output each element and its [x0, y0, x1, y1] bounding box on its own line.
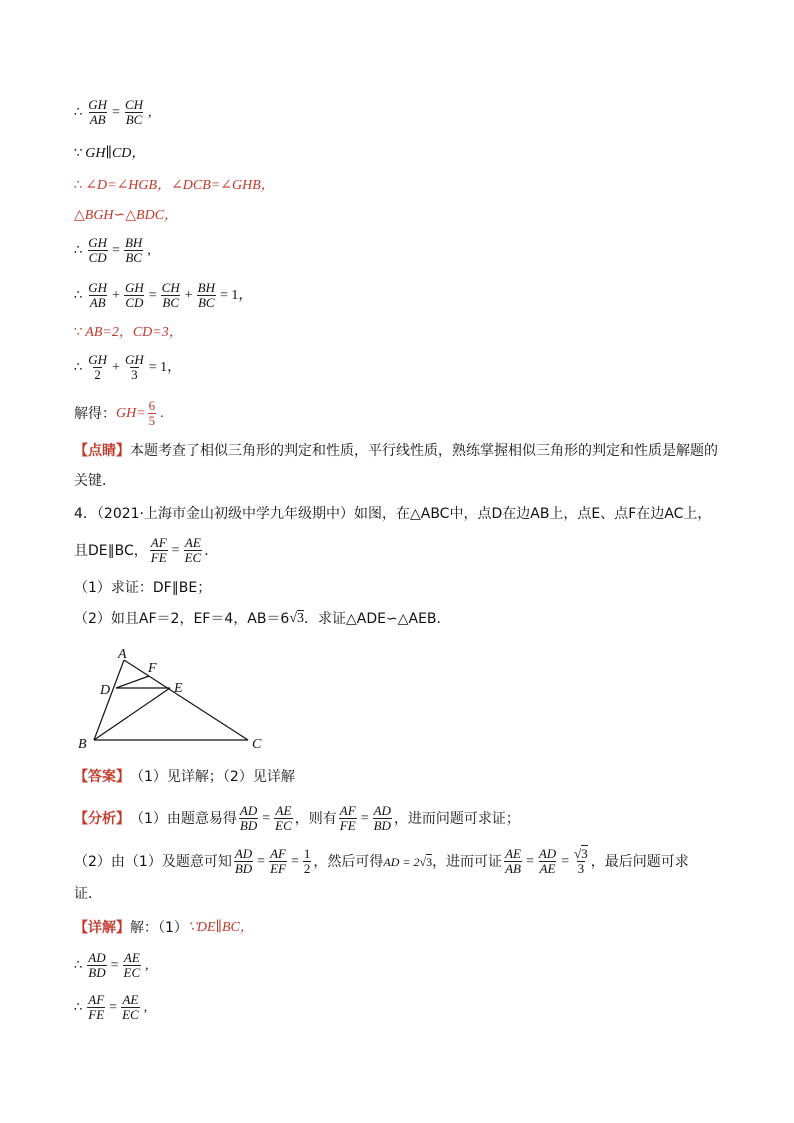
solution-line-1: ∴ $\frac{GH}{AB}$ = $\frac{CH}{BC}$ ,: [74, 97, 152, 127]
fraction: $\frac{GH}{CD}$: [88, 235, 108, 265]
analysis-tag: 【分析】: [74, 810, 130, 827]
detail-line-1: 【详解】 解：（1） ∵DE∥BC，: [74, 920, 254, 936]
segment-AC: [124, 660, 248, 740]
answer-tag: 【答案】: [74, 769, 130, 785]
label-B: B: [78, 737, 87, 752]
fraction: $\frac{AF}{FE}$: [339, 803, 356, 833]
label-E: E: [174, 681, 183, 696]
problem-question-1: （1）求证：DF∥BE；: [74, 580, 212, 596]
fraction: $\frac{AF}{EF}$: [270, 846, 286, 876]
segment-AB: [94, 660, 124, 740]
fraction: $\frac{AE}{AB}$: [505, 846, 521, 876]
sqrt-expression: √3: [419, 854, 433, 869]
fraction: $\frac{AE}{EC}$: [275, 803, 292, 833]
fraction: $\frac{AD}{BD}$: [88, 950, 106, 980]
fraction: $\frac{AD}{AE}$: [538, 846, 557, 876]
fraction: $\frac{√3}{3}$: [574, 846, 588, 876]
fraction: $\frac{CH}{BC}$: [161, 280, 180, 310]
detail-line-3: ∴ $\frac{AF}{FE}$ = $\frac{AE}{EC}$ ,: [74, 992, 148, 1022]
fraction: $\frac{AE}{EC}$: [122, 992, 139, 1022]
solution-line-3: ∴ ∠D=∠HGB，∠DCB=∠GHB，: [74, 178, 275, 193]
problem-intro: 4．（2021·上海市金山初级中学九年级期中）如图，在△ABC中，点D在边AB上，点E、点F在边AC上，: [74, 506, 712, 522]
detail-line-2: ∴ $\frac{AD}{BD}$ = $\frac{AE}{EC}$ ,: [74, 950, 149, 980]
fraction: $\frac{GH}{2}$: [88, 352, 108, 382]
solution-line-5: ∴ $\frac{GH}{CD}$ = $\frac{BH}{BC}$ ,: [74, 235, 151, 265]
because-symbol: ∵: [74, 146, 83, 161]
fraction: $\frac{BH}{BC}$: [197, 280, 215, 310]
fraction: $\frac{GH}{3}$: [124, 352, 144, 382]
solution-line-6: ∴ $\frac{GH}{AB}$ + $\frac{GH}{CD}$ = $\frac{CH}{BC}$ + $\frac{BH}{BC}$ = 1，: [74, 280, 253, 310]
therefore-symbol: ∴: [74, 104, 83, 120]
comment-tag: 【点睛】: [74, 443, 130, 459]
fraction: $\frac{AF}{FE}$: [150, 535, 167, 565]
analysis-line-1: 【分析】 （1）由题意易得 $\frac{AD}{BD}$ = $\frac{AE}{EC}$ ，则有 $\frac{AF}{FE}$ = $\frac{AD}{BD}$ ，进而问题可求证；: [74, 803, 520, 833]
label-C: C: [252, 737, 262, 752]
fraction: $\frac{AD}{BD}$: [373, 803, 391, 833]
solution-line-7: ∵ AB=2，CD=3，: [74, 325, 183, 340]
problem-question-2: （2）如且AF＝2，EF＝4，AB＝6 √3 ．求证△ADE∽△AEB．: [74, 611, 451, 627]
solution-line-4: △BGH∽△BDC，: [74, 208, 179, 223]
fraction: $\frac{AF}{FE}$: [88, 992, 105, 1022]
label-D: D: [100, 683, 111, 698]
segment-DF: [116, 676, 149, 688]
problem-line-2: 且DE∥BC， $\frac{AF}{FE}$ = $\frac{AE}{EC}$ ．: [74, 535, 219, 565]
fraction: $\frac{AE}{EC}$: [123, 950, 141, 980]
fraction: $\frac{6}{5}$: [148, 398, 156, 428]
solution-line-2: ∵ GH∥CD，: [74, 144, 145, 164]
detail-tag: 【详解】: [74, 920, 130, 936]
solution-line-9: 解得： GH= $\frac{6}{5}$ .: [74, 398, 164, 428]
label-F: F: [148, 661, 157, 676]
answer-line: 【答案】 （1）见详解；（2）见详解: [74, 769, 295, 785]
fraction: $\frac{AE}{EC}$: [184, 535, 202, 565]
solution-line-8: ∴ $\frac{GH}{2}$ + $\frac{GH}{3}$ = 1，: [74, 352, 182, 382]
fraction: $\frac{AD}{BD}$: [239, 803, 258, 833]
fraction: $\frac{GH}{CD}$: [124, 280, 144, 310]
fraction: $\frac{AD}{BD}$: [234, 846, 253, 876]
fraction: $\frac{GH}{AB}$: [88, 280, 108, 310]
fraction: $\frac{CH}{BC}$: [124, 97, 144, 127]
triangle-figure: [70, 644, 270, 756]
analysis-line-2: （2）由（1）及题意可知 $\frac{AD}{BD}$ = $\frac{AF}{EF}$ = $\frac{1}{2}$ ，然后可得 AD = 2 √3 ，进而可证 $\frac{AE}{AB}$ = $\frac{AD}{AE}$ = $\frac{√3}{3}$ ，最后问题可求: [74, 846, 689, 876]
label-A: A: [118, 647, 127, 662]
analysis-line-3: 证．: [74, 886, 102, 902]
comment-paragraph: 【点睛】本题考查了相似三角形的判定和性质，平行线性质，熟练掌握相似三角形的判定和性质是解题的关键．: [74, 443, 718, 489]
fraction: $\frac{GH}{AB}$: [88, 97, 108, 127]
fraction: $\frac{1}{2}$: [303, 846, 311, 876]
fraction: $\frac{BH}{BC}$: [124, 235, 143, 265]
sqrt-expression: √3: [289, 611, 305, 626]
